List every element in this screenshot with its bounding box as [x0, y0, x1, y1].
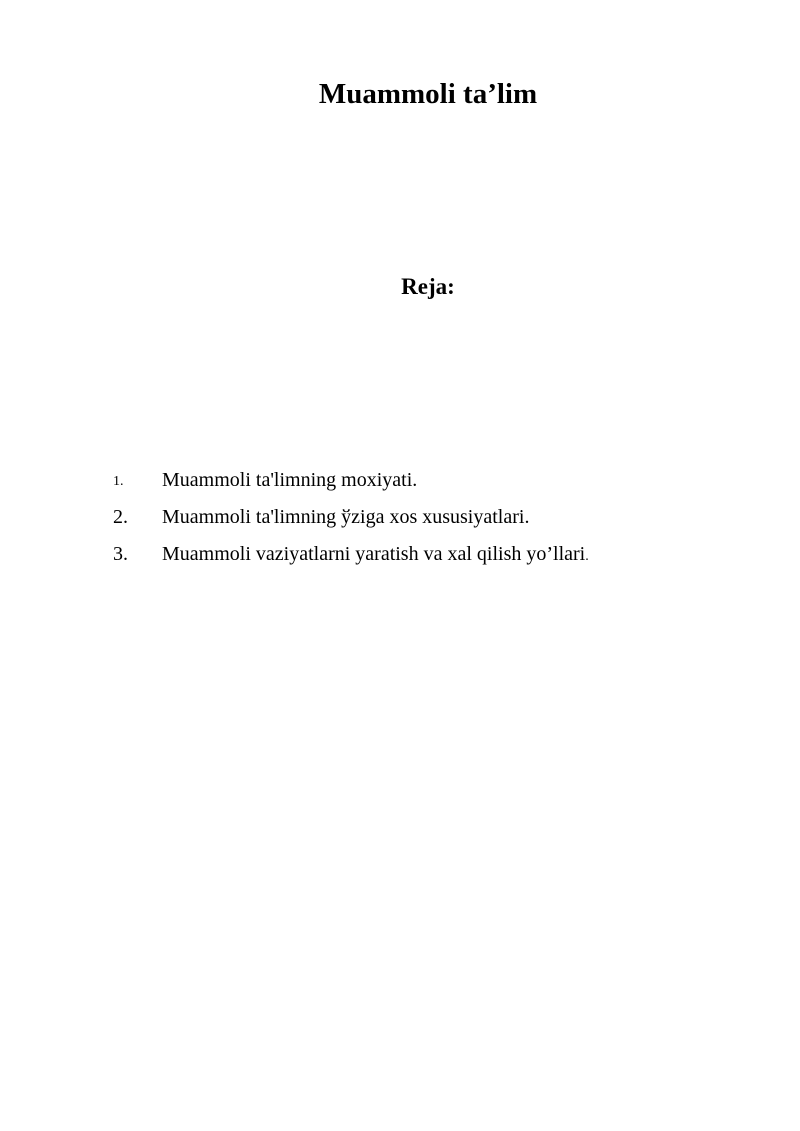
plan-item-2: [113, 501, 753, 538]
plan-item-text: [162, 538, 589, 573]
document-title: Muammoli ta’lim: [318, 78, 538, 110]
plan-heading: Reja:: [401, 274, 455, 299]
plan-item-main-text: Muammoli ta'limning moxiyati.: [162, 469, 418, 491]
plan-item-text: [162, 464, 417, 496]
plan-item-main-text: Muammoli ta'limning ўziga xos xususiyatlari.: [162, 506, 530, 528]
plan-item-text: [162, 501, 529, 533]
plan-item-tail: .: [585, 549, 589, 564]
plan-item-1: [113, 464, 753, 501]
plan-item-number: 1.: [113, 474, 124, 489]
plan-list: [113, 464, 753, 575]
plan-item-main-text: Muammoli vaziyatlarni yaratish va xal qilish yo’llari: [162, 543, 586, 565]
plan-item-number: 3.: [113, 543, 128, 565]
plan-item-number: 2.: [113, 506, 128, 528]
plan-item-3: [113, 538, 753, 575]
